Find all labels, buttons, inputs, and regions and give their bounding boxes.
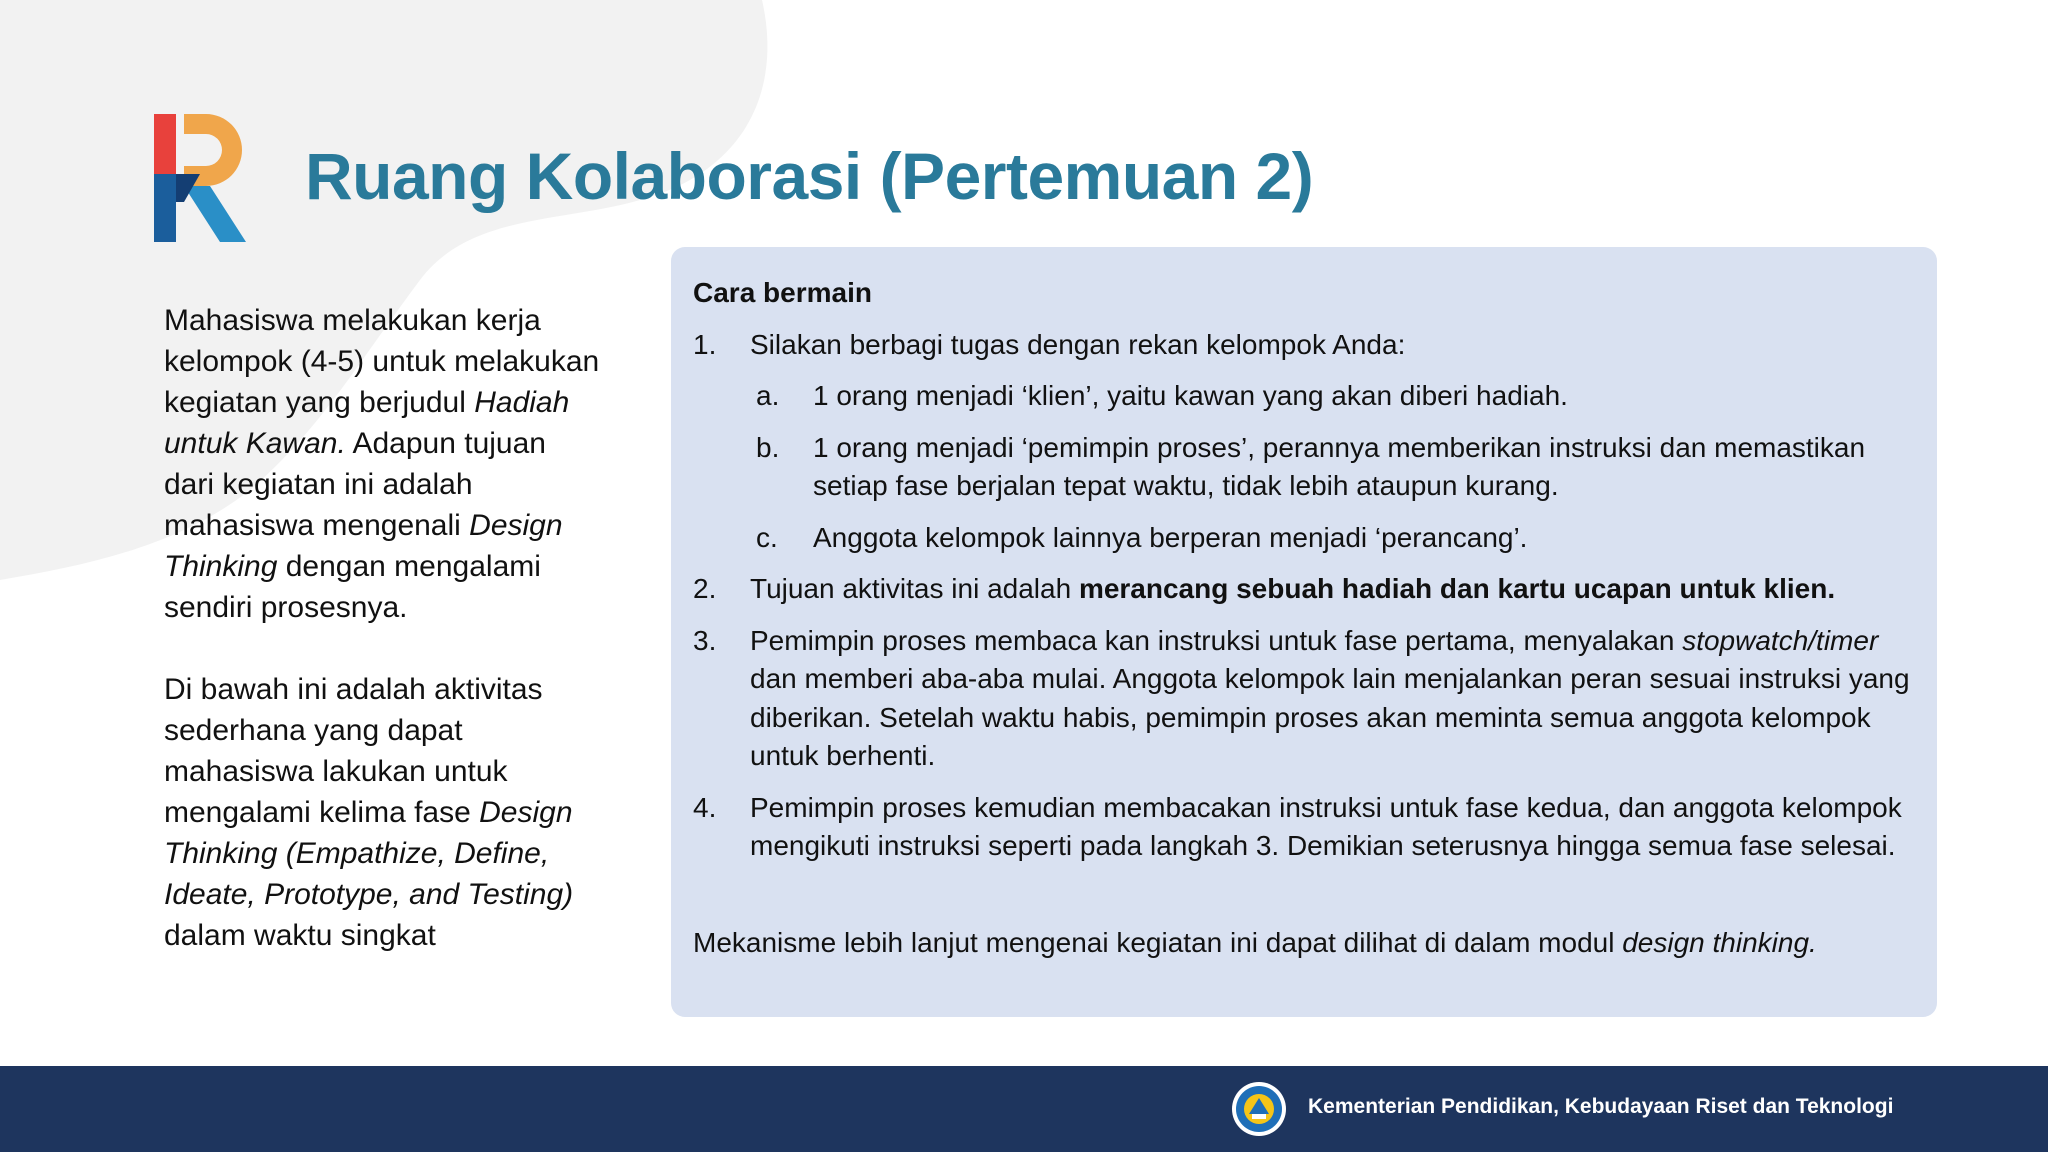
panel-note: Mekanisme lebih lanjut mengenai kegiatan ini dapat dilihat di dalam modul design thinking. xyxy=(693,926,1817,958)
sub-list-item: b. 1 orang menjadi ‘pemimpin proses’, perannya memberikan instruksi dan memastikan setiap fase berjalan tepat waktu, tidak lebih ataupun kurang. xyxy=(756,431,1866,501)
activity-paragraph: Di bawah ini adalah aktivitas sederhana yang dapat mahasiswa lakukan untuk mengalami kelima fase Design Thinking (Empathize, Define, Ideate, Prototype, and Testing) dalam waktu singkat xyxy=(164,673,574,952)
panel-heading: Cara bermain xyxy=(693,277,872,308)
list-item: 3. Pemimpin proses membaca kan instruksi untuk fase pertama, menyalakan stopwatch/timer dan memberi aba-aba mulai. Anggota kelompok lain menjalankan peran sesuai instruksi yang diberikan. Setelah waktu habis, pemimpin proses akan meminta semua anggota kelompok untuk berhenti. xyxy=(693,624,1910,771)
ministry-name: Kementerian Pendidikan, Kebudayaan Riset dan Teknologi xyxy=(1308,1095,1894,1118)
list-item: 2. Tujuan aktivitas ini adalah merancang sebuah hadiah dan kartu ucapan untuk klien. xyxy=(693,573,1836,604)
sub-list-item: a. 1 orang menjadi ‘klien’, yaitu kawan yang akan diberi hadiah. xyxy=(756,380,1568,411)
logo-icon xyxy=(154,114,248,242)
intro-text xyxy=(164,300,604,956)
list-item: 4. Pemimpin proses kemudian membacakan instruksi untuk fase kedua, dan anggota kelompok mengikuti instruksi seperti pada langkah 3. Demikian seterusnya hingga semua fase selesai. xyxy=(693,791,1902,861)
sub-list-item: c. Anggota kelompok lainnya berperan menjadi ‘perancang’. xyxy=(756,521,1528,553)
list-item: 1. Silakan berbagi tugas dengan rekan kelompok Anda: xyxy=(693,328,1406,360)
intro-paragraph: Mahasiswa melakukan kerja kelompok (4-5) untuk melakukan kegiatan yang berjudul Hadiah untuk Kawan. Adapun tujuan dari kegiatan ini adalah mahasiswa mengenali Design Thinking dengan mengalami sendiri prosesnya. xyxy=(164,304,600,624)
ministry-emblem-icon xyxy=(1230,1080,1288,1138)
page-title: Ruang Kolaborasi (Pertemuan 2) xyxy=(305,139,1314,213)
instructions-panel xyxy=(671,247,1937,1017)
